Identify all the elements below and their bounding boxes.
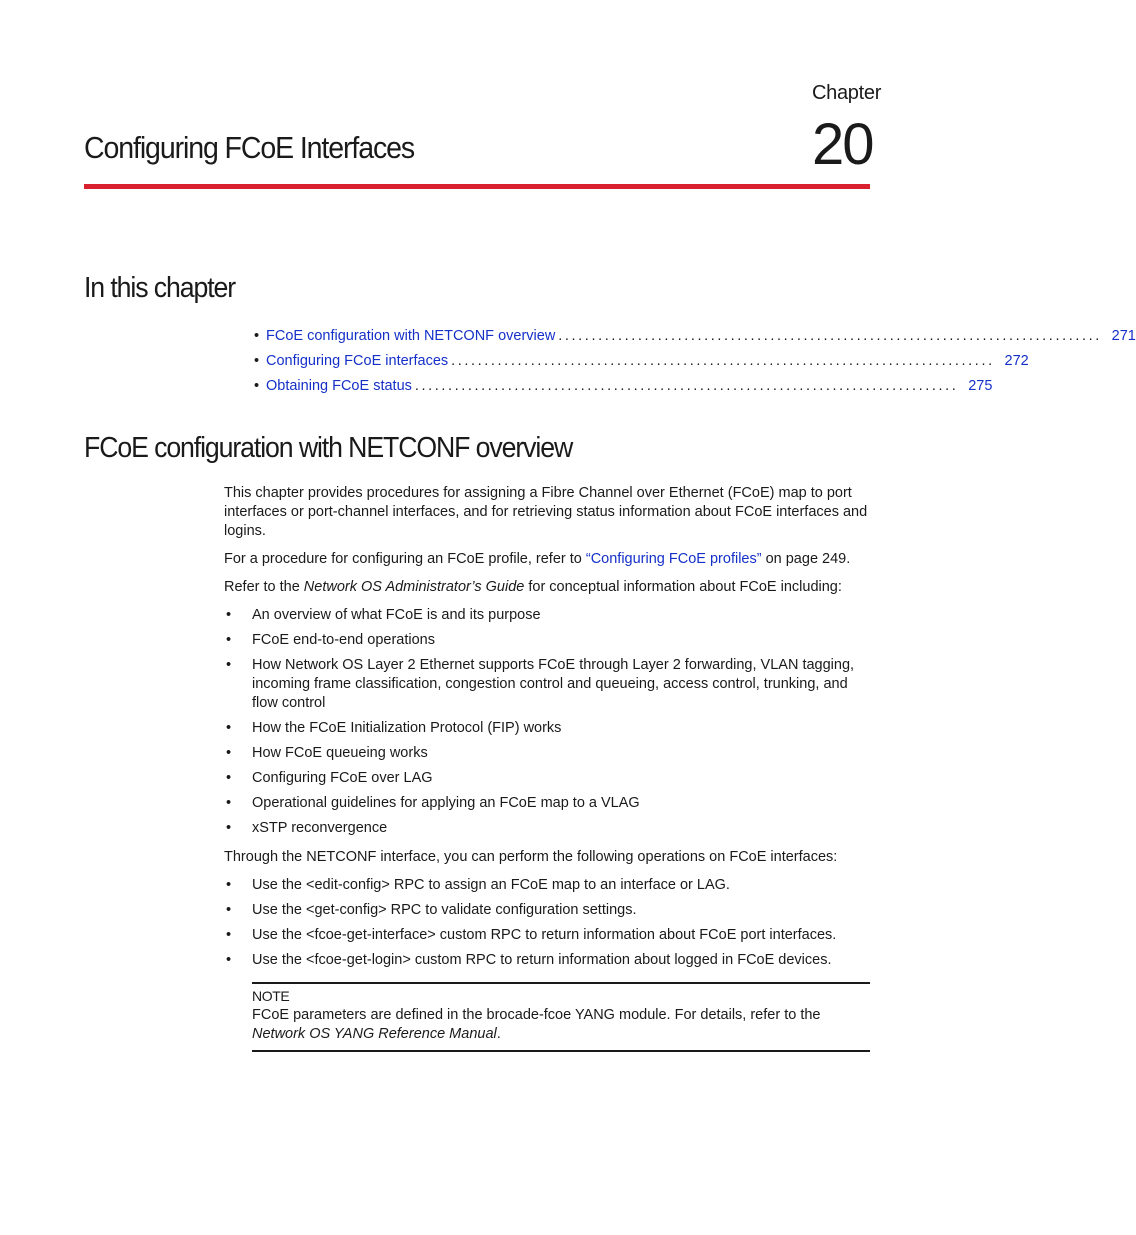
concepts-list bbox=[224, 606, 870, 838]
list-item: • Operational guidelines for applying an FCoE map to a VLAG bbox=[224, 794, 870, 813]
operations-paragraph: Through the NETCONF interface, you can perform the following operations on FCoE interfaces: bbox=[224, 849, 838, 865]
toc-entry[interactable] bbox=[254, 328, 1136, 353]
guide-title: Network OS Administrator’s Guide bbox=[303, 579, 525, 595]
list-item: • xSTP reconvergence bbox=[224, 819, 870, 838]
operations-list bbox=[224, 876, 870, 970]
toc-list bbox=[254, 328, 1136, 403]
list-item: • Use the <edit-config> RPC to assign an FCoE map to an interface or LAG. bbox=[224, 876, 870, 895]
toc-entry-title[interactable]: Configuring FCoE interfaces bbox=[266, 353, 449, 369]
para-text: for conceptual information about FCoE including: bbox=[524, 579, 842, 595]
section-heading: FCoE configuration with NETCONF overview bbox=[84, 432, 573, 464]
section-body bbox=[224, 484, 870, 970]
note-text-part: FCoE parameters are defined in the brocade-fcoe YANG module. For details, refer to the bbox=[252, 1007, 821, 1023]
toc-heading: In this chapter bbox=[84, 272, 236, 304]
note-box bbox=[252, 982, 870, 1052]
note-label: NOTE bbox=[252, 988, 290, 1004]
list-item: • How Network OS Layer 2 Ethernet supports FCoE through Layer 2 forwarding, VLAN tagging, incoming frame classification, congestion control and queueing, access control, trunking, and flow control bbox=[224, 656, 870, 713]
note-text-part: . bbox=[496, 1026, 501, 1042]
toc-bullet: • bbox=[254, 353, 260, 369]
chapter-label: Chapter bbox=[812, 82, 882, 104]
list-item: • Configuring FCoE over LAG bbox=[224, 769, 870, 788]
toc-entry-title[interactable]: FCoE configuration with NETCONF overview bbox=[266, 328, 556, 344]
list-item: • An overview of what FCoE is and its purpose bbox=[224, 606, 870, 625]
intro-paragraph: This chapter provides procedures for assigning a Fibre Channel over Ethernet (FCoE) map to port interfaces or port-channel interfaces, and for retrieving status information about FCoE interfaces and logins. bbox=[224, 485, 868, 539]
list-item: • How FCoE queueing works bbox=[224, 744, 870, 763]
profile-reference-paragraph bbox=[224, 550, 870, 569]
toc-leader-dots: .................................................................................. bbox=[558, 328, 1102, 344]
para-text: Refer to the bbox=[224, 579, 304, 595]
toc-entry[interactable] bbox=[254, 353, 1029, 378]
chapter-title-rule bbox=[84, 184, 870, 189]
list-item: • Use the <fcoe-get-login> custom RPC to return information about logged in FCoE devices. bbox=[224, 951, 870, 970]
toc-bullet: • bbox=[254, 328, 260, 344]
profiles-link[interactable]: “Configuring FCoE profiles” bbox=[585, 551, 762, 567]
toc-entry-page[interactable]: 272 bbox=[1004, 353, 1029, 369]
toc-leader-dots: .................................................................................. bbox=[451, 353, 995, 369]
toc-bullet: • bbox=[254, 378, 260, 394]
chapter-number: 20 bbox=[812, 112, 873, 177]
note-text bbox=[252, 1006, 870, 1044]
manual-title: Network OS YANG Reference Manual bbox=[252, 1026, 497, 1042]
chapter-title: Configuring FCoE Interfaces bbox=[84, 130, 415, 165]
toc-entry-page[interactable]: 275 bbox=[968, 378, 993, 394]
list-item: • How the FCoE Initialization Protocol (FIP) works bbox=[224, 719, 870, 738]
list-item: • Use the <get-config> RPC to validate configuration settings. bbox=[224, 901, 870, 920]
guide-reference-paragraph bbox=[224, 578, 870, 597]
para-text: For a procedure for configuring an FCoE profile, refer to bbox=[224, 551, 586, 567]
toc-entry-title[interactable]: Obtaining FCoE status bbox=[266, 378, 412, 394]
para-text: on page 249. bbox=[761, 551, 851, 567]
toc-entry-page[interactable]: 271 bbox=[1111, 328, 1136, 344]
list-item: • FCoE end-to-end operations bbox=[224, 631, 870, 650]
list-item: • Use the <fcoe-get-interface> custom RPC to return information about FCoE port interfaces. bbox=[224, 926, 870, 945]
toc-entry[interactable] bbox=[254, 378, 993, 403]
toc-leader-dots: .................................................................................. bbox=[414, 378, 959, 394]
